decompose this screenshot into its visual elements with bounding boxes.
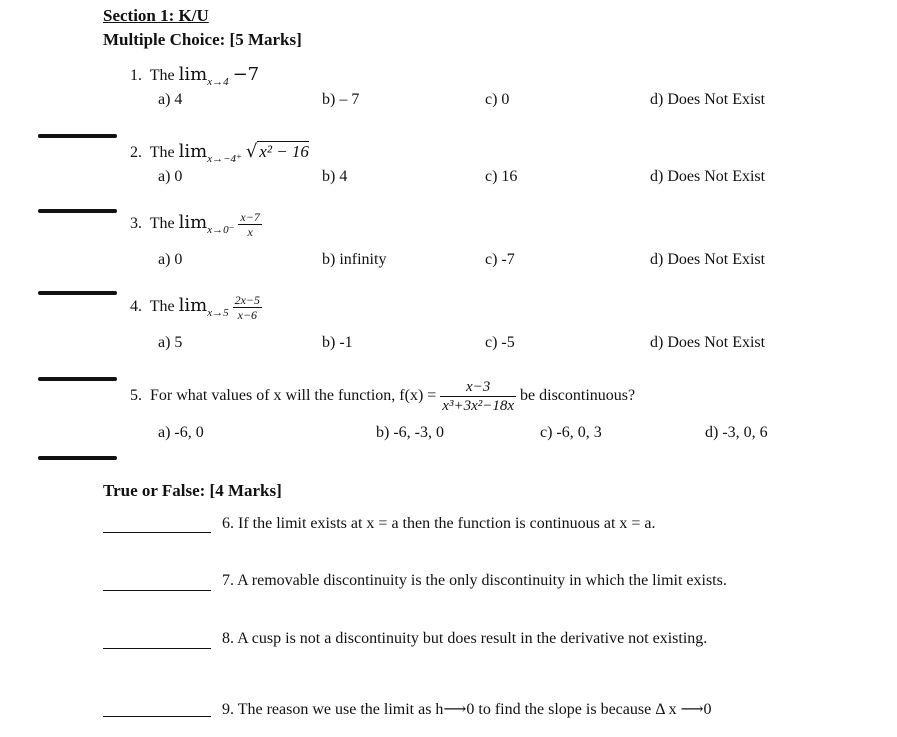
q2-option-a[interactable]: a) 0 (158, 168, 183, 185)
denominator: x−6 (233, 307, 262, 322)
multiple-choice-heading: Multiple Choice: [5 Marks] (103, 30, 302, 49)
answer-blank-8[interactable] (103, 648, 211, 649)
question-prefix: For what values of x will the function, f(x) = (150, 387, 437, 405)
question-2 (130, 141, 309, 165)
numerator: 2x−5 (234, 293, 261, 307)
q1-option-a[interactable]: a) 4 (158, 91, 183, 108)
answer-blank-7[interactable] (103, 590, 211, 591)
answer-blank-9[interactable] (103, 716, 211, 717)
question-number: 5. (130, 387, 142, 405)
tf-statement-8: 8. A cusp is not a discontinuity but does result in the derivative not existing. (222, 630, 708, 647)
question-number: 4. (130, 298, 142, 316)
radicand: x² − 16 (259, 142, 309, 161)
lim-operator: lim (178, 141, 208, 162)
question-prefix: The (149, 215, 175, 233)
denominator: x (238, 224, 261, 239)
q5-option-d[interactable]: d) -3, 0, 6 (705, 424, 768, 441)
answer-mark-bar (38, 377, 117, 381)
q3-option-b[interactable]: b) infinity (322, 251, 387, 268)
lim-subscript: x→−4⁺ (207, 153, 242, 165)
question-prefix: The (149, 144, 175, 161)
q2-option-c[interactable]: c) 16 (485, 168, 518, 185)
answer-mark-bar (38, 291, 117, 295)
q4-option-d[interactable]: d) Does Not Exist (650, 334, 766, 351)
question-5 (130, 378, 635, 415)
fraction (238, 210, 261, 239)
answer-mark-bar (38, 134, 117, 138)
q2-option-d[interactable]: d) Does Not Exist (650, 168, 766, 185)
q5-option-b[interactable]: b) -6, -3, 0 (376, 424, 444, 441)
answer-mark-bar (38, 456, 117, 460)
q3-option-c[interactable]: c) -7 (485, 251, 515, 268)
q4-option-c[interactable]: c) -5 (485, 334, 515, 351)
q1-option-c[interactable]: c) 0 (485, 91, 510, 108)
fraction (233, 293, 262, 322)
question-prefix: The (149, 67, 175, 84)
q4-option-b[interactable]: b) -1 (322, 334, 353, 351)
q3-option-d[interactable]: d) Does Not Exist (650, 251, 766, 268)
q2-option-b[interactable]: b) 4 (322, 168, 348, 185)
q5-option-c[interactable]: c) -6, 0, 3 (540, 424, 602, 441)
question-1 (130, 64, 260, 88)
question-suffix: be discontinuous? (520, 387, 636, 405)
lim-expression: −7 (232, 64, 260, 85)
answer-mark-bar (38, 209, 117, 213)
question-number: 1. (130, 67, 142, 84)
question-4 (130, 293, 262, 322)
q1-option-b[interactable]: b) – 7 (322, 91, 360, 108)
tf-statement-9: 9. The reason we use the limit as h⟶0 to find the slope is because Δ x ⟶0 (222, 701, 712, 718)
denominator: x³+3x²−18x (442, 398, 515, 414)
question-number: 2. (130, 144, 142, 161)
q1-option-d[interactable]: d) Does Not Exist (650, 91, 766, 108)
question-number: 3. (130, 215, 142, 233)
numerator: x−3 (466, 379, 491, 395)
lim-subscript: x→5 (207, 307, 229, 320)
q5-option-a[interactable]: a) -6, 0 (158, 424, 204, 441)
true-false-heading: True or False: [4 Marks] (103, 481, 282, 500)
section-heading: Section 1: K/U (103, 6, 209, 25)
question-3 (130, 210, 262, 239)
numerator: x−7 (240, 210, 260, 224)
lim-operator: lim (178, 64, 208, 85)
square-root-icon: √ (245, 141, 258, 162)
tf-statement-6: 6. If the limit exists at x = a then the function is continuous at x = a. (222, 515, 656, 532)
lim-subscript: x→0⁻ (207, 224, 235, 237)
lim-operator: lim (178, 295, 208, 317)
q3-option-a[interactable]: a) 0 (158, 251, 183, 268)
fraction (440, 378, 516, 415)
lim-operator: lim (178, 212, 208, 234)
answer-blank-6[interactable] (103, 532, 211, 533)
tf-statement-7: 7. A removable discontinuity is the only discontinuity in which the limit exists. (222, 572, 727, 589)
question-prefix: The (149, 298, 175, 316)
q4-option-a[interactable]: a) 5 (158, 334, 183, 351)
lim-subscript: x→4 (207, 76, 229, 88)
